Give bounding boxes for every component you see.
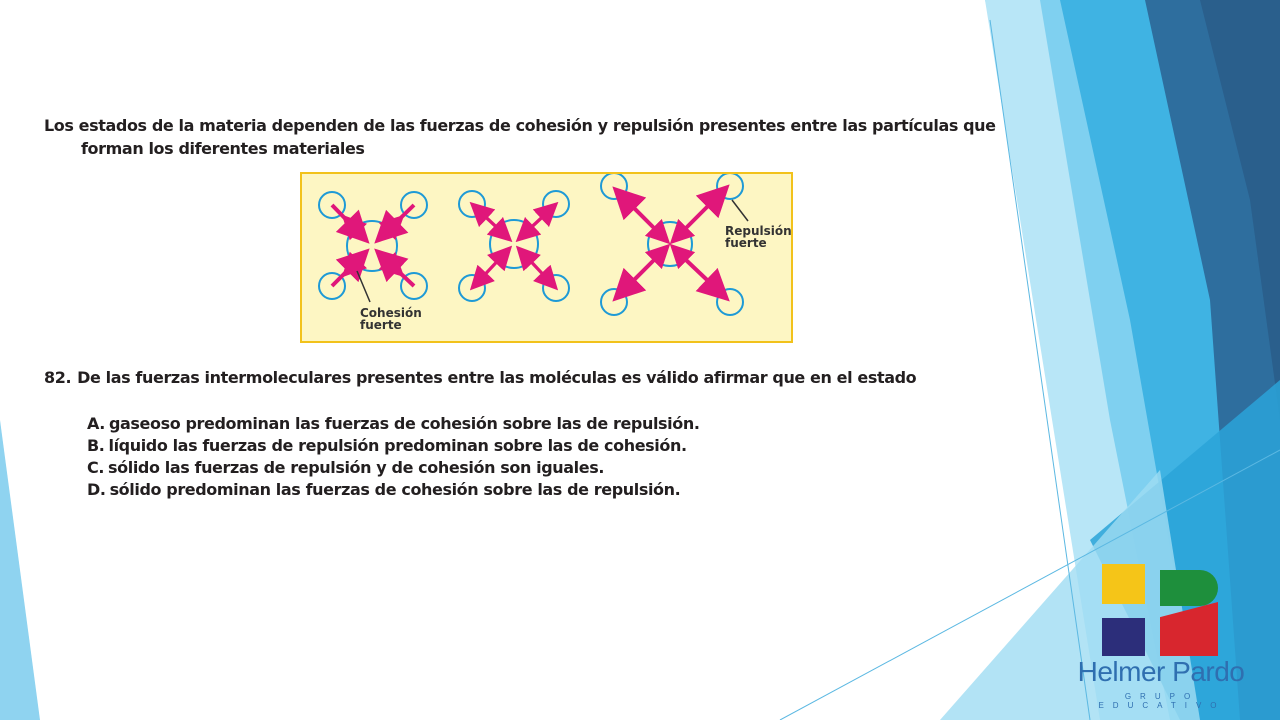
intro-line-2: forman los diferentes materiales [81,139,365,158]
brand-tagline: GRUPO EDUCATIVO [1098,692,1226,710]
solid-state-group [319,192,427,302]
cohesion-arrow [662,248,666,252]
logo-yellow-square [1102,564,1145,604]
logo-green-shape [1160,570,1218,606]
logo-navy-square [1102,618,1145,656]
question-text: De las fuerzas intermoleculares presentes entre las moléculas es válido afirmar que en el estado [77,368,917,387]
option-letter: D. [87,480,106,499]
option-text: gaseoso predominan las fuerzas de cohesión sobre las de repulsión. [108,414,700,433]
question-number: 82. [44,368,72,387]
cohesion-arrow [674,236,678,240]
answer-option-b[interactable] [87,435,807,457]
cohesion-arrow [662,236,666,240]
cohesion-arrow [520,212,548,238]
answer-option-d[interactable] [87,479,807,501]
intro-text [44,114,1004,160]
repulsion-arrow [686,260,724,296]
cohesion-label-line-2: fuerte [360,318,402,332]
repulsion-label-line-1: Repulsión [725,224,792,238]
repulsion-label [725,225,792,249]
brand-name: Helmer Pardo [1077,656,1245,687]
cohesion-arrow [480,212,508,238]
repulsion-pointer [732,200,748,221]
cohesion-label-line-1: Cohesión [360,306,422,320]
question-stem [44,368,944,387]
option-text: sólido las fuerzas de repulsión y de cohesión son iguales. [108,458,605,477]
option-letter: A. [87,414,105,433]
answer-option-c[interactable] [87,457,807,479]
gas-center-particle [648,222,692,266]
cohesion-pointer [357,271,370,302]
repulsion-arrow [686,190,724,228]
option-text: líquido las fuerzas de repulsión predominan sobre las de cohesión. [108,436,687,455]
answer-options [87,413,807,501]
repulsion-label-line-2: fuerte [725,236,767,250]
liquid-state-group [459,191,569,301]
option-letter: C. [87,458,105,477]
option-letter: B. [87,436,105,455]
repulsion-arrow [618,260,654,296]
cohesion-arrow [674,248,678,252]
logo-red-shape [1160,602,1218,656]
option-text: sólido predominan las fuerzas de cohesión sobre las de repulsión. [109,480,681,499]
answer-option-a[interactable] [87,413,807,435]
repulsion-arrow [618,192,654,228]
cohesion-label [360,307,422,331]
states-of-matter-figure [300,172,793,343]
intro-line-1: Los estados de la materia dependen de las fuerzas de cohesión y repulsión presentes entre las partículas que [44,116,996,135]
brand-logo [1058,562,1264,712]
